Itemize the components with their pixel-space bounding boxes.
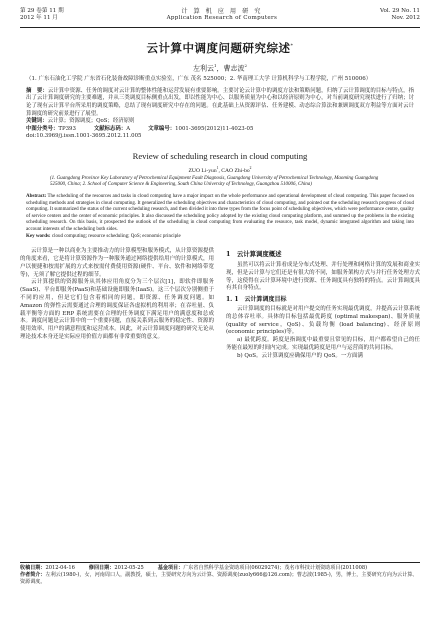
article-label: 文章编号： [148, 125, 176, 132]
english-author-1-sup: 1 [216, 165, 219, 170]
english-abstract [20, 194, 420, 234]
section-1-paragraph-1: 虽然可以将云计算看成是分布式处理、并行处理和网格计算的发展和商业实现，但是云计算与它们还是有很大的不同，如服务架构方式与并行任务处理方式等，这使得在云计算环境中进行资源、任务调度具有独特的特点。云计算调度具有其自身特点。 [226, 261, 420, 292]
fund-label: 基金项目： [157, 565, 184, 571]
code-item [94, 126, 130, 134]
intro-paragraph-1: 云计算是一种以商业为主要推动力的计算模型和服务模式，从计算资源提供的角度来看，它是将计算资源作为一种服务通过网络提供给用户的计算模式，用户以便捷和按需扩展的方式来按需付费使用资源(硬件、平台、软件和网络带宽等)，无须了解它提供过程的细节。 [20, 248, 214, 278]
volume-issue-en: Vol. 29 No. 11 [380, 8, 420, 14]
english-abstract-label: Abstract: [26, 194, 47, 200]
code-value: A [126, 125, 131, 132]
bio-value: 左利云(1980-)，女，河南周口人，副教授，硕士，主要研究方向为云计算、资源调度(zuoly666@126.com)；曹志波(1985-)，男，博士，主要研究方向为云计算、资源调度。 [20, 572, 418, 586]
section-1-1-paragraph-1: 云计算调度的目标就是对用户提交的任务实现最优调度，并提高云计算系统的总体吞吐率。具体的目标包括最优跨度 (optimal makespan)、服务质量 (quality of service，QoS)、负载均衡 (load balancing)、经济原则 (economic principles)等。 [226, 305, 420, 336]
author-sep: ， [216, 64, 224, 73]
fund-value: 广东省自然科学基金资助项目(06029274)；茂名市科技计划资助项目(2011008) [183, 565, 368, 571]
header-center [167, 8, 278, 22]
body-left-column [20, 248, 214, 360]
code-label: 文献标志码： [93, 125, 127, 132]
volume-issue-cn: 第 29 卷第 11 期 [20, 8, 64, 14]
footnote-block [20, 562, 420, 587]
received-value: 2012-04-16 [45, 565, 75, 571]
journal-name-cn: 计 算 机 应 用 研 究 [181, 8, 263, 15]
paper-title [20, 40, 420, 56]
date-en: Nov. 2012 [391, 15, 420, 21]
abstract-text: 云计算中资源、任务的调度对云计算的整体性能和运营发展有重要影响。主要讨论云计算中的调度方法和策略问题，归纳了云计算调度的目标与特点，指出了云计算调度研究的主要难题，并从三类调度目标侧重点出发，即以性能为中心、以服务质量为中心和以经济原则为中心，对当前调度研究现状进行了归纳；讨论了现有云计算平台所采用的调度策略，总结了现有调度研究中存在的问题。在此基础上从资源评估、任务建模、动态综合算法和兼顾调度双方利益等方面对云计算调度的研究前景进行了展望。 [26, 87, 414, 117]
english-keywords [20, 234, 420, 241]
english-author-1: ZUO Li-yun [188, 167, 217, 174]
article-value: 1001-3695(2012)11-4023-05 [175, 125, 254, 132]
keywords-label: 关键词： [26, 118, 48, 125]
author-1: 左利云 [192, 64, 214, 73]
revised-label: 修回日期： [88, 565, 115, 571]
received-label: 收稿日期： [20, 565, 46, 571]
subsection-heading-1-1: 1. 1 云计算调度目标 [226, 296, 287, 304]
abstract-label: 摘 要： [26, 87, 48, 94]
keywords-text: 云计算；资源调度；QoS；经济原则 [47, 118, 135, 125]
english-author-2-sup: 2 [249, 165, 252, 170]
revised-value: 2012-05-25 [114, 565, 144, 571]
section-heading-1: 1 云计算调度概述 [226, 250, 282, 259]
header-right [380, 8, 420, 22]
author-2: 曹志波 [223, 64, 245, 73]
english-authors [20, 166, 420, 174]
section-1-1-paragraph-3: b) QoS。云计算调度应确保用户的 QoS。一方面满 [237, 352, 363, 359]
journal-name-en: Application Research of Computers [166, 15, 278, 21]
english-affiliation: (1. Guangdong Province Key Laboratory of Petrochemical Equipment Fault Diagnosis, Guangdong University of Petrochemical Technology, Maoming Guangdong 525000, China; 2. School of Computer Science & Engineering, South China University of Technology, Guangzhou 510006, China) [50, 175, 379, 188]
author-2-sup: 2 [244, 63, 248, 68]
english-keywords-text: cloud computing; resource scheduling; QoS; economic principle [51, 233, 181, 239]
bio-label: 作者简介： [20, 572, 46, 579]
clc-item [26, 126, 76, 134]
english-keywords-label: Key words: [26, 233, 51, 239]
abstract-cn [20, 88, 420, 118]
article-item [148, 126, 253, 134]
title-footnote-mark: * [290, 43, 294, 50]
classification-row [20, 126, 420, 134]
date-cn: 2012 年 11 月 [20, 15, 58, 21]
section-1-1-paragraph-2: a) 最优跨度。跨度是指调度中最重要且常见的目标，用户都希望自己的任务能在最短的时间内完成。实现最优跨度是用户与运营商的共同目标。 [226, 337, 420, 351]
author-list [20, 63, 420, 73]
intro-paragraph-2: 云计算提供的资源服务从其体应用角度分为三个层次[1]，即软件即服务(SaaS)、平台即服务(PaaS)和基础设施即服务(IaaS)。这三个层次分别侧重于不同的应用，但是它们包含着相同的问题，即资源、任务调度问题。如 Amazon 的弹性云需要通过合理的调度保证各虚拟机的利用率；在吞吐量、负载平衡等方面的 ERP 系统需要在合理的任务调度下满足用户的满意度和总成本。调度问题是云计算中的一个重要问题，直接关系到云服务的稳定性、资源的使用效率、用户的满意程度和运营成本。因此，对云计算调度问题的研究无论从理论技术本身还是实际应用价值方面都有非常重要的意义。 [20, 279, 214, 340]
clc-value: TP393 [58, 125, 76, 132]
author-1-sup: 1 [213, 63, 217, 68]
keywords-cn [20, 118, 420, 126]
affiliation-cn: （1. 广东石油化工学院 广东省石化装备故障诊断重点实验室，广东 茂名 525000；2. 华南理工大学 计算机科学与工程学院，广州 510006） [26, 76, 372, 83]
paper-title-text: 云计算中调度问题研究综述 [146, 41, 291, 55]
header-left [20, 8, 64, 22]
author-bio [20, 572, 420, 586]
body-right-column [226, 248, 420, 360]
journal-header [20, 8, 420, 28]
english-title: Review of scheduling research in cloud computing [132, 150, 308, 161]
body-columns [20, 248, 420, 360]
clc-label: 中图分类号： [26, 125, 59, 132]
english-author-2: , CAO Zhi-bo [218, 167, 250, 174]
doi: doi:10.3969/j.issn.1001-3695.2012.11.005 [26, 133, 142, 140]
english-abstract-text: The scheduling of the resources and tasks in cloud computing have a major impact on the whole performance and operational development of cloud computing. This paper focused on scheduling methods and strategies in cloud computing. It generalized the scheduling objectives and characteristics of cloud computing, and pointed out the scheduling research progress of cloud computing. It summarized the status of the current scheduling research, and then divided it into three types from the focus point of scheduling objectives, which were performance centre, quality of service centers and the center of economic principles. It also discussed the scheduling policy adopted by the existing cloud computing platform, and summed up the problems in the existing scheduling research. On this basis, it prospected the outlook of the scheduling in cloud computing from evaluating the resource, task model, dynamic integrated algorithm and taking into account interests of the scheduling both sides. [26, 194, 414, 232]
